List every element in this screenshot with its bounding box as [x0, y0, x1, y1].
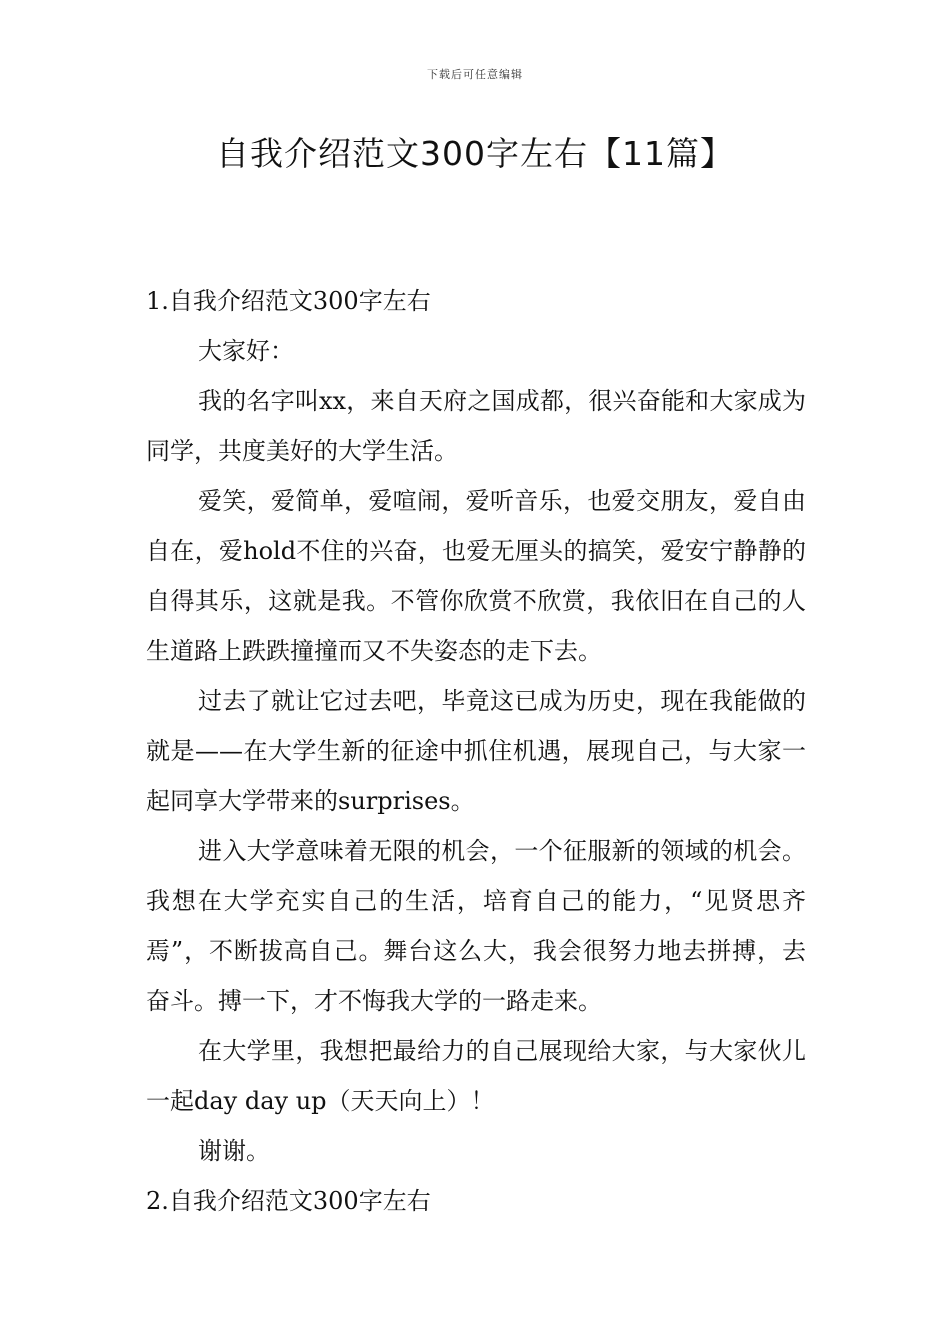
paragraph: 在大学里，我想把最给力的自己展现给大家，与大家伙儿一起day day up（天天向上）！: [146, 1037, 806, 1115]
section-heading: 1.自我介绍范文300字左右: [146, 287, 431, 315]
paragraph: 进入大学意味着无限的机会，一个征服新的领域的机会。我想在大学充实自己的生活，培育自己的能力，“见贤思齐焉”，不断拔高自己。舞台这么大，我会很努力地去拼搏，去奋斗。搏一下，才不悔我大学的一路走来。: [146, 837, 806, 1015]
paragraph: 我的名字叫xx，来自天府之国成都，很兴奋能和大家成为同学，共度美好的大学生活。: [146, 387, 806, 465]
paragraph: 过去了就让它过去吧，毕竟这已成为历史，现在我能做的就是——在大学生新的征途中抓住机遇，展现自己，与大家一起同享大学带来的surprises。: [146, 687, 806, 815]
paragraph: 爱笑，爱简单，爱喧闹，爱听音乐，也爱交朋友，爱自由自在，爱hold不住的兴奋，也爱无厘头的搞笑，爱安宁静静的自得其乐，这就是我。不管你欣赏不欣赏，我依旧在自己的人生道路上跌跌撞撞而又不失姿态的走下去。: [146, 487, 806, 665]
paragraph-greeting: 大家好：: [198, 337, 294, 365]
paragraph-closing: 谢谢。: [198, 1137, 270, 1165]
header-note: 下载后可任意编辑: [427, 68, 523, 81]
document-body: [146, 276, 806, 1226]
section-heading: 2.自我介绍范文300字左右: [146, 1187, 431, 1215]
page-title: 自我介绍范文300字左右【11篇】: [216, 134, 734, 173]
